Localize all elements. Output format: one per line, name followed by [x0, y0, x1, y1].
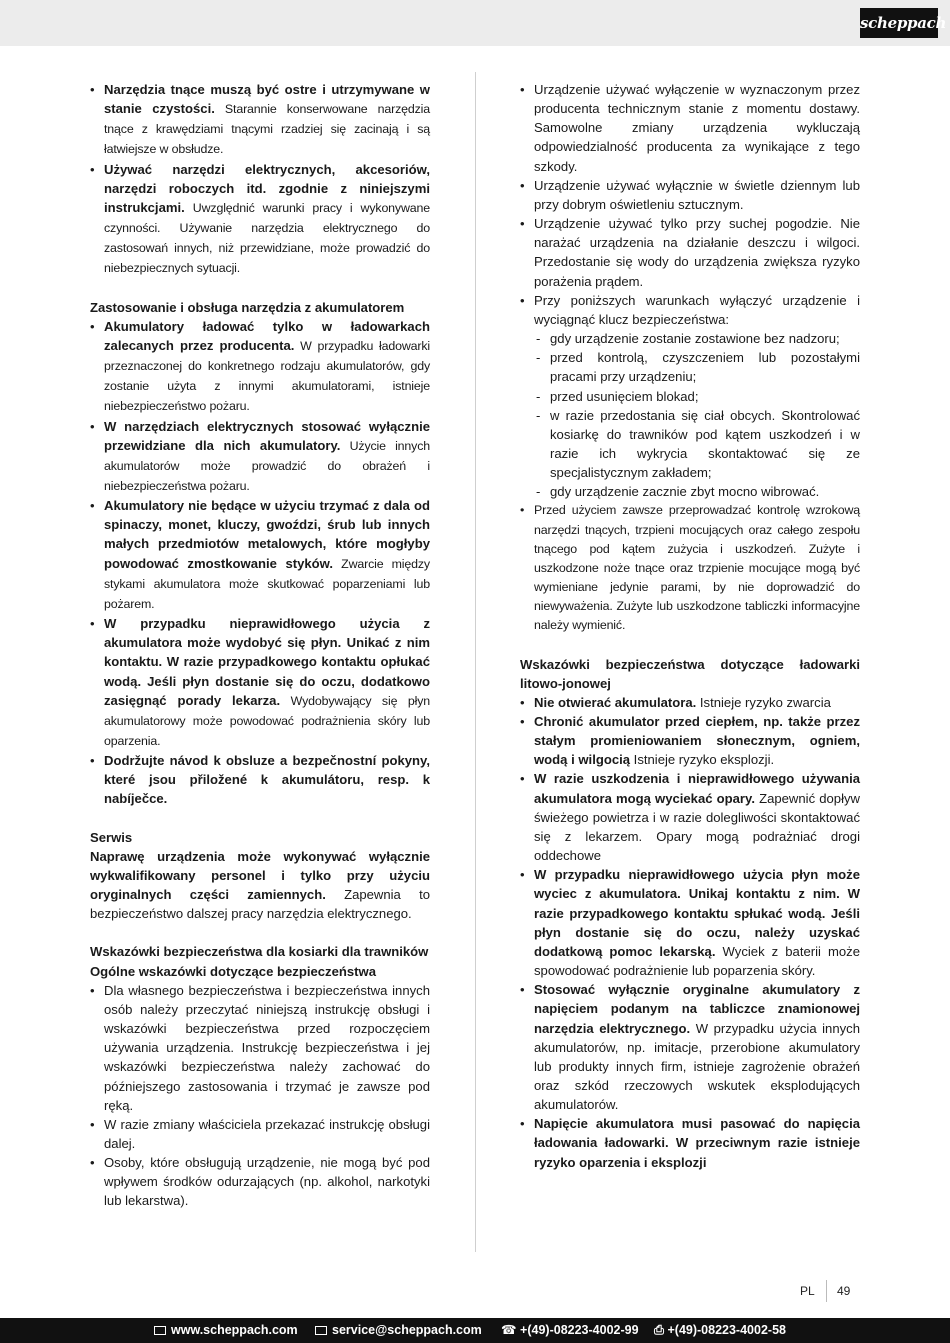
section-heading-charger: Wskazówki bezpieczeństwa dotyczące ładowarki litowo-jonowej — [520, 656, 860, 691]
left-column — [90, 80, 430, 1211]
list-item: • W razie uszkodzenia i nieprawidłowego używania akumulatora mogą wyciekać opary. Zapewnić dopływ świeżego powietrza i w razie dolegliwości skontaktować się z lekarzem. Opary mogą podrażniać drogi oddechowe — [520, 769, 860, 865]
list-item: - przed kontrolą, czyszczeniem lub pozostałymi pracami przy urządzeniu; — [534, 348, 860, 386]
list-item: • W narzędziach elektrycznych stosować wyłącznie przewidziane dla nich akumulatory. Użycie innych akumulatorów może prowadzić do obrażeń i niebezpieczeństwa pożaru. — [90, 417, 430, 497]
phone-icon: ☎ — [501, 1323, 521, 1337]
list-item: • Osoby, które obsługują urządzenie, nie mogą być pod wpływem środków odurzających (np. alkohol, narkotyki lub lekarstwa). — [90, 1153, 430, 1210]
list-item: • Dodržujte návod k obsluze a bezpečnostní pokyny, které jsou přiložené k akumulátoru, resp. k nabíječce. — [90, 751, 430, 808]
section-heading-battery-tool: Zastosowanie i obsługa narzędzia z akumulatorem — [90, 299, 405, 315]
list-item: • Dla własnego bezpieczeństwa i bezpieczeństwa innych osób należy przeczytać niniejszą instrukcję obsługi i wskazówki bezpieczeństwa przed rozpoczęciem używania urządzenia. Instrukcję bezpieczeństwa i jej wskazówki bezpieczeństwa należy zachować do późniejszego zastosowania i trzymać je zawsze pod ręką. — [90, 981, 430, 1115]
website-link[interactable]: www.scheppach.com — [171, 1323, 298, 1337]
phone-number: +(49)-08223-4002-99 — [520, 1323, 639, 1337]
list-item: • Nie otwierać akumulatora. Istnieje ryzyko zwarcia — [520, 693, 860, 712]
page-number-separator — [826, 1280, 827, 1302]
header-band — [0, 0, 950, 46]
scheppach-logo: scheppach — [860, 8, 938, 38]
fax-icon: ⎙ — [654, 1323, 668, 1337]
contact-bar — [0, 1318, 950, 1343]
general-safety-list — [90, 981, 430, 1211]
email-contact — [315, 1318, 482, 1343]
list-item: • Stosować wyłącznie oryginalne akumulatory z napięciem podanym na tabliczce znamionowej narzędzia elektrycznego. W przypadku użycia innych akumulatorów, np. imitacje, przerobione akumulatory lub produkty innych firm, istnieje zagrożenie obrażeń oraz szkód rzeczowych wskutek eksplodujących akumulatorów. — [520, 980, 860, 1114]
list-item: • Urządzenie używać wyłącznie w świetle dziennym lub przy dobrym oświetleniu sztucznym. — [520, 176, 860, 214]
inspection-list — [520, 501, 860, 635]
list-item: - w razie przedostania się ciał obcych. Skontrolować kosiarkę do trawników pod kątem uszkodzeń i w razie ich wykrycia skontaktować się ze specjalistycznym zakładem; — [534, 406, 860, 483]
list-item: • Narzędzia tnące muszą być ostre i utrzymywane w stanie czystości. Starannie konserwowane narzędzia tnące z krawędziami tnącymi rzadziej się zacinają i są łatwiejsze w obsłudze. — [90, 80, 430, 160]
device-usage-list — [520, 80, 860, 329]
shutdown-conditions-list — [534, 329, 860, 501]
list-item: • Akumulatory nie będące w użyciu trzymać z dala od spinaczy, monet, kluczy, gwoździ, śrub lub innych małych przedmiotów metalowych, które mogłyby powodować zmostkowanie styków. Zwarcie między stykami akumulatora może skutkować poparzeniami lub pożarem. — [90, 496, 430, 614]
list-item: • Urządzenie używać tylko przy suchej pogodzie. Nie narażać urządzenia na działanie deszczu i wilgoci. Przedostanie się wody do urządzenia zwiększa ryzyko porażenia prądem. — [520, 214, 860, 291]
column-divider — [475, 72, 476, 1252]
phone-contact — [501, 1318, 639, 1343]
list-item: - gdy urządzenie zostanie zostawione bez nadzoru; — [534, 329, 860, 348]
monitor-icon — [154, 1326, 166, 1335]
section-heading-service: Serwis — [90, 829, 133, 845]
mail-icon — [315, 1326, 327, 1335]
section-subheading-general: Ogólne wskazówki dotyczące bezpieczeństwa — [90, 963, 376, 979]
battery-tool-list — [90, 317, 430, 809]
list-item: • W razie zmiany właściciela przekazać instrukcję obsługi dalej. — [90, 1115, 430, 1153]
list-item: • Napięcie akumulatora musi pasować do napięcia ładowania ładowarki. W przeciwnym razie istnieje ryzyko oparzenia i eksplozji — [520, 1114, 860, 1171]
right-column — [520, 80, 860, 1172]
list-item: • Chronić akumulator przed ciepłem, np. także przez stałym promieniowaniem słonecznym, ogniem, wodą i wilgocią Istnieje ryzyko eksplozji. — [520, 712, 860, 769]
list-item: • Akumulatory ładować tylko w ładowarkach zalecanych przez producenta. W przypadku ładowarki przeznaczonej do konkretnego rodzaju akumulatorów, gdy zostanie użyta z innymi akumulatorami, istnieje niebezpieczeństwo pożaru. — [90, 317, 430, 417]
cutting-tools-list — [90, 80, 430, 279]
list-item: - gdy urządzenie zacznie zbyt mocno wibrować. — [534, 482, 860, 501]
website-contact — [154, 1318, 298, 1343]
language-code: PL — [800, 1284, 815, 1298]
fax-contact — [654, 1318, 786, 1343]
list-item: - przed usunięciem blokad; — [534, 387, 860, 406]
list-item: • Używać narzędzi elektrycznych, akcesoriów, narzędzi roboczych itd. zgodnie z niniejszymi instrukcjami. Uwzględnić warunki pracy i wykonywane czynności. Używanie narzędzia elektrycznego do zastosowań innych, niż przewidziane, może prowadzić do niebezpiecznych sytuacji. — [90, 160, 430, 279]
list-item: • Urządzenie używać wyłączenie w wyznaczonym przez producenta technicznym stanie z momentu dostawy. Samowolne zmiany urządzenia wykluczają odpowiedzialność producenta za wynikające z tego szkody. — [520, 80, 860, 176]
page-number: 49 — [837, 1284, 851, 1298]
fax-number: +(49)-08223-4002-58 — [667, 1323, 786, 1337]
service-paragraph: Naprawę urządzenia może wykonywać wyłącznie wykwalifikowany personel i tylko przy użyciu oryginalnych części zamiennych. Zapewnia to bezpieczeństwo dalszej pracy narzędzia elektrycznego. — [90, 848, 430, 922]
list-item: • W przypadku nieprawidłowego użycia z akumulatora może wydobyć się płyn. Unikać z nim kontaktu. W razie przypadkowego kontaktu opłukać wodą. Jeśli płyn dostanie się do oczu, dodatkowo zasięgnąć porady lekarza. Wydobywający się płyn akumulatorowy może powodować podrażnienia skóry lub oparzenia. — [90, 614, 430, 751]
charger-safety-list — [520, 693, 860, 1172]
section-heading-lawnmower: Wskazówki bezpieczeństwa dla kosiarki dla trawników — [90, 944, 429, 960]
list-item: • Przed użyciem zawsze przeprowadzać kontrolę wzrokową narzędzi tnących, trzpieni mocujących oraz całego zespołu tnącego pod kątem zużycia i uszkodzeń. Zużyte i uszkodzone noże tnące oraz trzpienie mocujące mogą być wymieniane jedynie parami, by nie doprowadzić do niewyważenia. Zużyte lub uszkodzone tabliczki informacyjne należy wymienić. — [520, 501, 860, 635]
list-item: • W przypadku nieprawidłowego użycia płyn może wyciec z akumulatora. Unikaj kontaktu z nim. W razie przypadkowego kontaktu spłukać wodą. Jeśli płyn dostanie się do oczu, należy uzyskać dodatkową pomoc lekarską. Wyciek z baterii może spowodować podrażnienie lub poparzenia skóry. — [520, 865, 860, 980]
email-link[interactable]: service@scheppach.com — [332, 1323, 482, 1337]
list-item: • Przy poniższych warunkach wyłączyć urządzenie i wyciągnąć klucz bezpieczeństwa: — [520, 291, 860, 329]
